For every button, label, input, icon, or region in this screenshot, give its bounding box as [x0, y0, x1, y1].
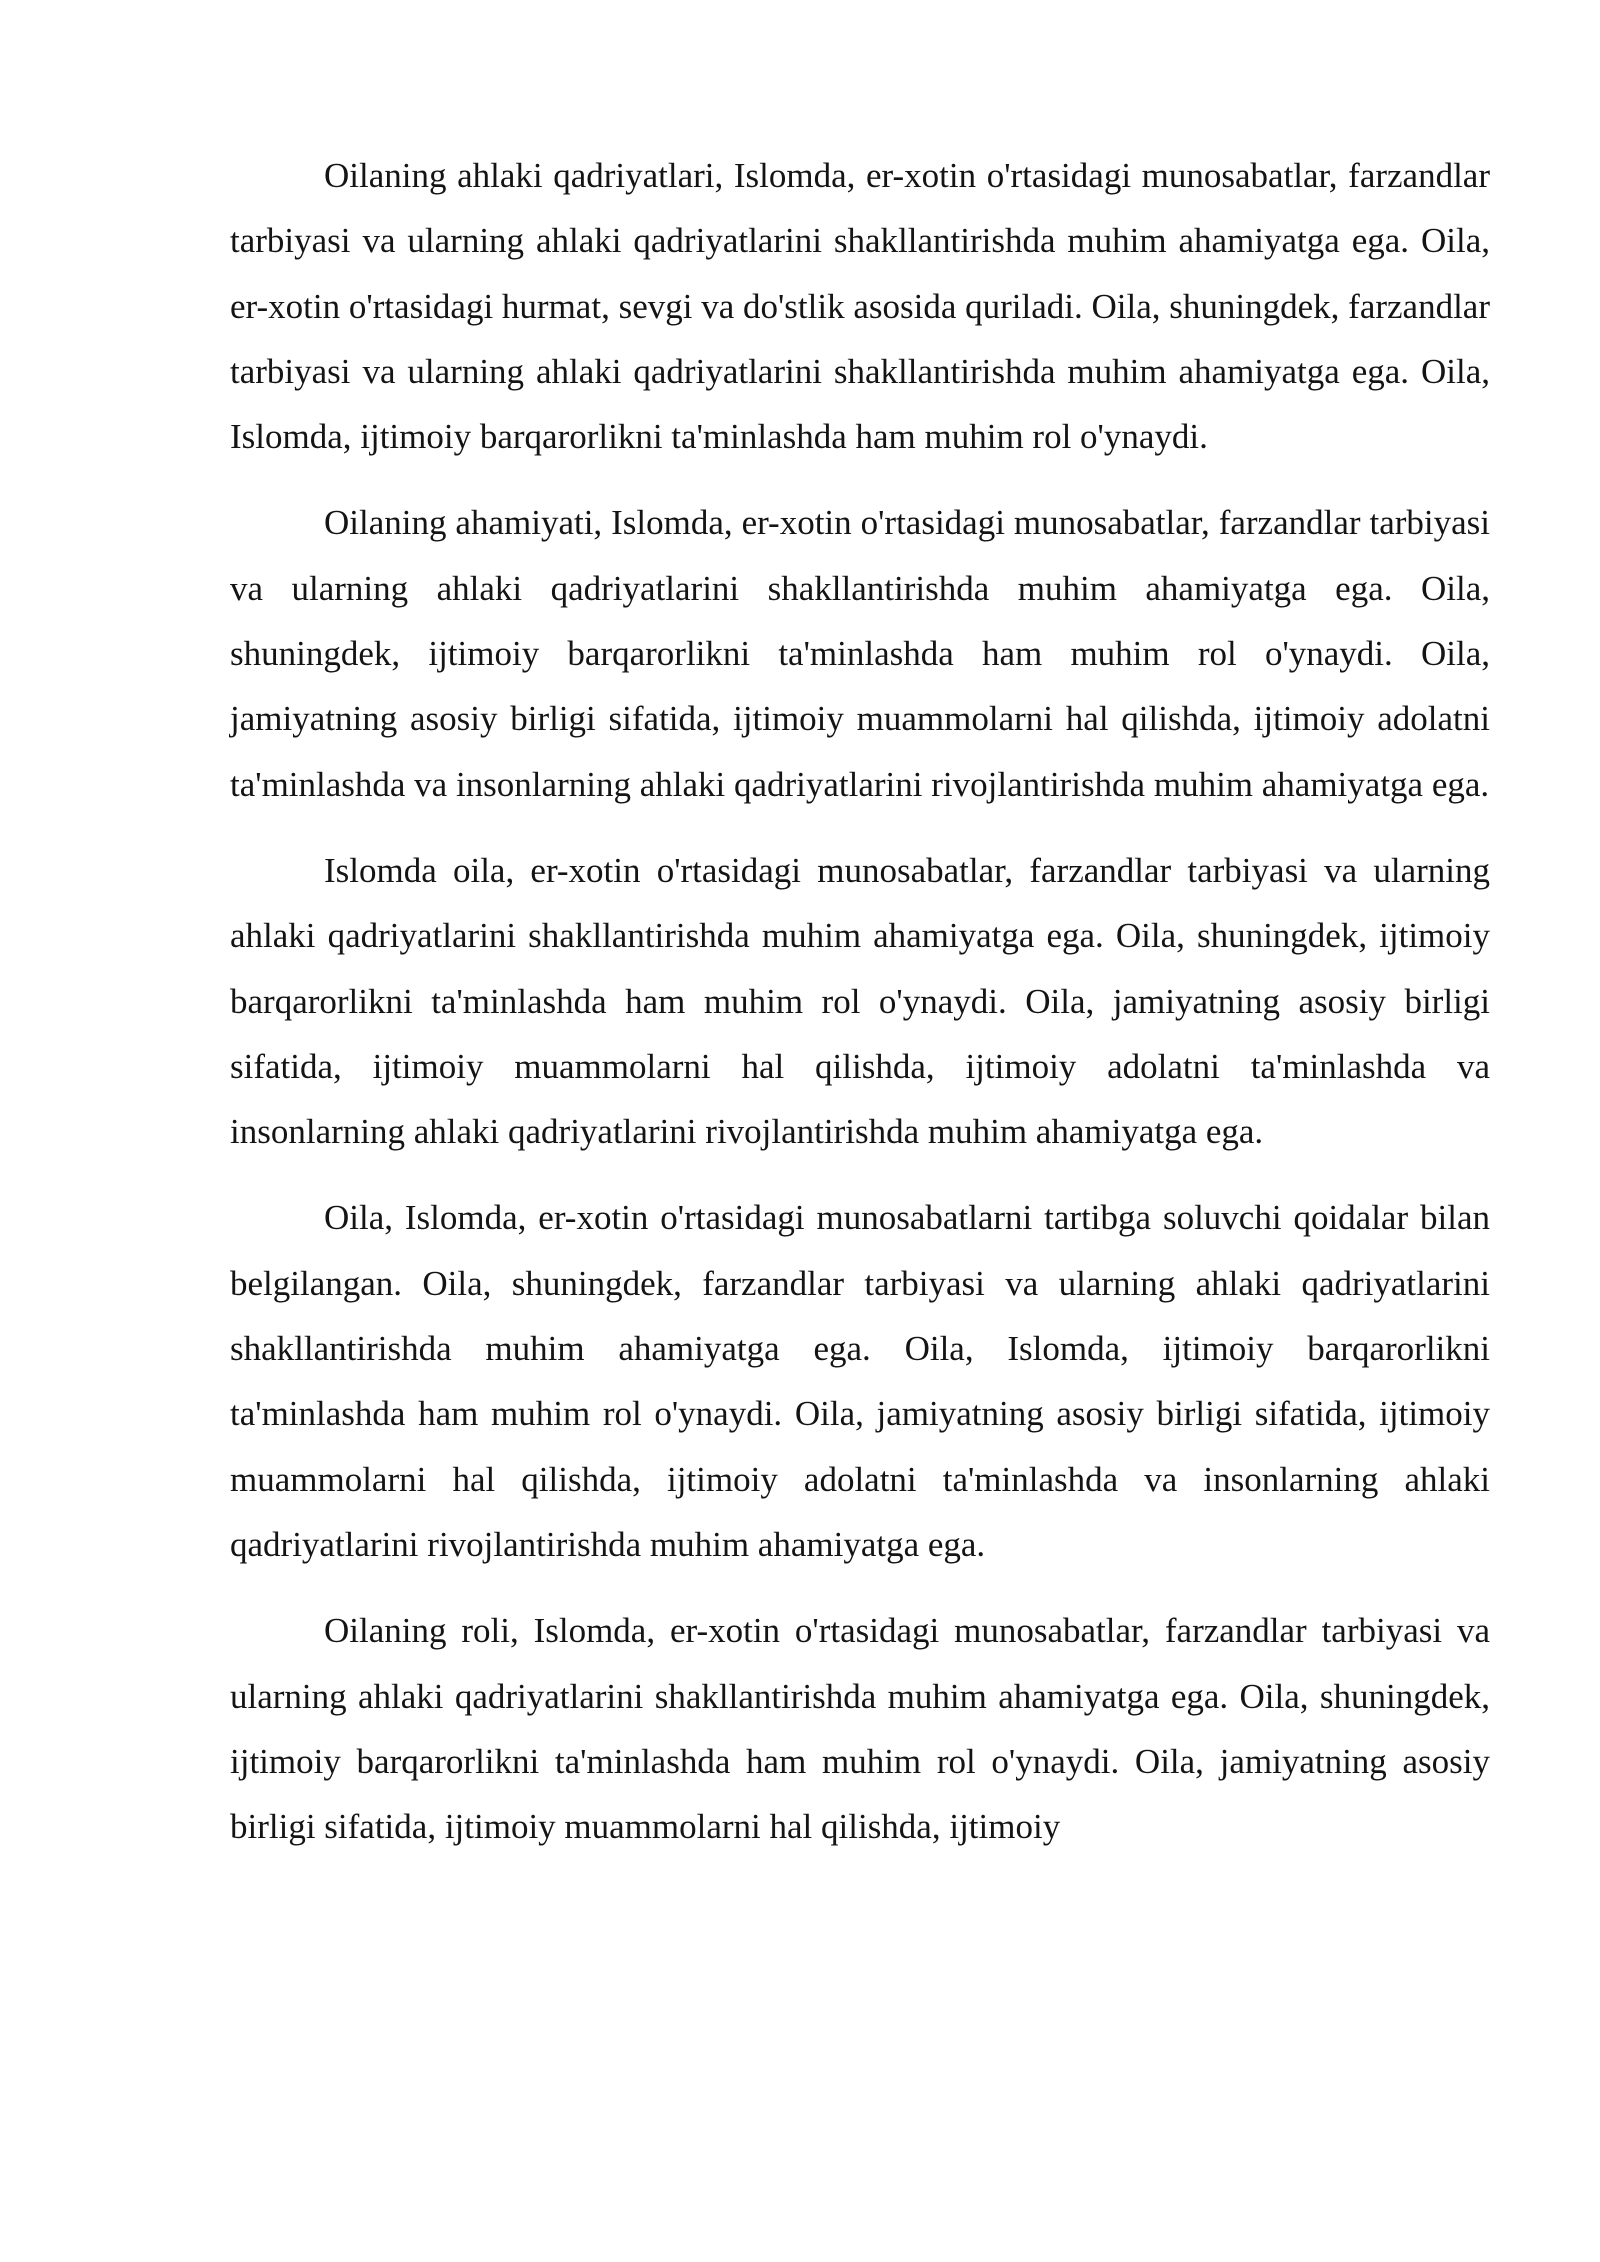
paragraph-1: Oilaning ahlaki qadriyatlari, Islomda, er-xotin o'rtasidagi munosabatlar, farzandlar tarbiyasi va ularning ahlaki qadriyatlarini shakllantirishda muhim ahamiyatga ega. Oila, er-xotin o'rtasidagi hurmat, sevgi va do'stlik asosida quriladi. Oila, shuningdek, farzandlar tarbiyasi va ularning ahlaki qadriyatlarini shakllantirishda muhim ahamiyatga ega. Oila, Islomda, ijtimoiy barqarorlikni ta'minlashda ham muhim rol o'ynaydi.: [230, 156, 1490, 457]
paragraph-3: Islomda oila, er-xotin o'rtasidagi munosabatlar, farzandlar tarbiyasi va ularning ahlaki qadriyatlarini shakllantirishda muhim ahamiyatga ega. Oila, shuningdek, ijtimoiy barqarorlikni ta'minlashda ham muhim rol o'ynaydi. Oila, jamiyatning asosiy birligi sifatida, ijtimoiy muammolarni hal qilishda, ijtimoiy adolatni ta'minlashda va insonlarning ahlaki qadriyatlarini rivojlantirishda muhim ahamiyatga ega.: [230, 850, 1490, 1152]
paragraph-4: Oila, Islomda, er-xotin o'rtasidagi munosabatlarni tartibga soluvchi qoidalar bilan belgilangan. Oila, shuningdek, farzandlar tarbiyasi va ularning ahlaki qadriyatlarini shakllantirishda muhim ahamiyatga ega. Oila, Islomda, ijtimoiy barqarorlikni ta'minlashda ham muhim rol o'ynaydi. Oila, jamiyatning asosiy birligi sifatida, ijtimoiy muammolarni hal qilishda, ijtimoiy adolatni ta'minlashda va insonlarning ahlaki qadriyatlarini rivojlantirishda muhim ahamiyatga ega.: [230, 1198, 1490, 1564]
paragraph-2: Oilaning ahamiyati, Islomda, er-xotin o'rtasidagi munosabatlar, farzandlar tarbiyasi va ularning ahlaki qadriyatlarini shakllantirishda muhim ahamiyatga ega. Oila, shuningdek, ijtimoiy barqarorlikni ta'minlashda ham muhim rol o'ynaydi. Oila, jamiyatning asosiy birligi sifatida, ijtimoiy muammolarni hal qilishda, ijtimoiy adolatni ta'minlashda va insonlarning ahlaki qadriyatlarini rivojlantirishda muhim ahamiyatga ega.: [230, 503, 1490, 804]
paragraph-5: Oilaning roli, Islomda, er-xotin o'rtasidagi munosabatlar, farzandlar tarbiyasi va ularning ahlaki qadriyatlarini shakllantirishda muhim ahamiyatga ega. Oila, shuningdek, ijtimoiy barqarorlikni ta'minlashda ham muhim rol o'ynaydi. Oila, jamiyatning asosiy birligi sifatida, ijtimoiy muammolarni hal qilishda, ijtimoiy: [230, 1611, 1490, 1847]
document-body: [230, 143, 1490, 1880]
